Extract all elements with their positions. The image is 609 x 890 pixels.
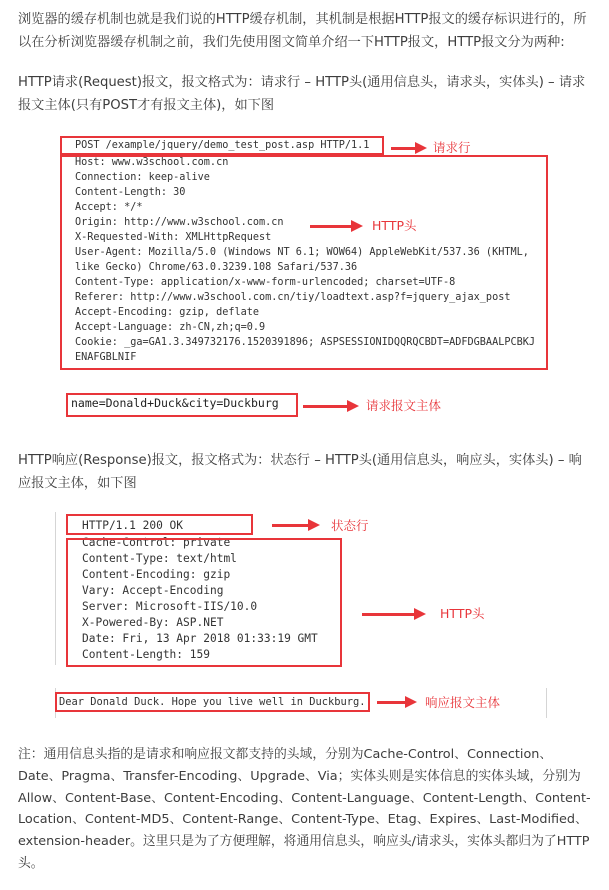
request-heading: HTTP请求(Request)报文，报文格式为：请求行 – HTTP头(通用信息头，请求头，实体头) – 请求报文主体(只有POST才有报文主体)，如下图 [18, 75, 586, 113]
request-headers-highlight [60, 155, 548, 370]
intro-paragraph: 浏览器的缓存机制也就是我们说的HTTP缓存机制，其机制是根据HTTP报文的缓存标识进行的，所以在分析浏览器缓存机制之前，我们先使用图文简单介绍一下HTTP报文，HTTP报文分为两种: [18, 12, 587, 50]
response-headers-highlight [66, 538, 342, 667]
request-header-line: Origin: http://www.w3school.com.cn [75, 217, 284, 228]
arrow-icon [272, 524, 312, 527]
request-header-line: X-Requested-With: XMLHttpRequest [75, 232, 272, 243]
response-header-line: X-Powered-By: ASP.NET [82, 616, 224, 629]
response-header-line: Vary: Accept-Encoding [82, 584, 224, 597]
status-line: HTTP/1.1 200 OK [82, 519, 184, 532]
response-body-label: 响应报文主体 [425, 695, 501, 710]
request-header-line: Content-Type: application/x-www-form-urlencoded; charset=UTF-8 [75, 277, 456, 288]
request-header-line: Accept-Encoding: gzip, deflate [75, 307, 260, 318]
response-body-highlight [55, 692, 370, 712]
arrow-icon [391, 147, 419, 150]
screenshot-border [55, 512, 56, 665]
status-line-label: 状态行 [331, 518, 369, 533]
request-header-line: ENAFGBLNIF [75, 352, 137, 363]
request-header-line: Content-Length: 30 [75, 187, 186, 198]
request-header-line: Accept: */* [75, 202, 143, 213]
request-line-label: 请求行 [433, 140, 471, 155]
request-header-line: Connection: keep-alive [75, 172, 210, 183]
arrow-icon [377, 701, 409, 704]
request-header-line: Cookie: _ga=GA1.3.349732176.1520391896; ASPSESSIONIDQQRQCBDT=ADFDGBAALPCBKJ [75, 337, 536, 348]
request-header-line: Referer: http://www.w3school.com.cn/tiy/loadtext.asp?f=jquery_ajax_post [75, 292, 511, 303]
request-line-highlight [60, 136, 384, 155]
request-body: name=Donald+Duck&city=Duckburg [71, 396, 279, 410]
request-header-line: Host: www.w3school.com.cn [75, 157, 229, 168]
response-header-line: Server: Microsoft-IIS/10.0 [82, 600, 258, 613]
response-header-line: Date: Fri, 13 Apr 2018 01:33:19 GMT [82, 632, 318, 645]
request-line: POST /example/jquery/demo_test_post.asp HTTP/1.1 [75, 140, 370, 151]
response-body: Dear Donald Duck. Hope you live well in Duckburg. [59, 696, 366, 708]
response-headers-label: HTTP头 [440, 606, 485, 621]
request-headers-label: HTTP头 [372, 218, 417, 233]
request-header-line: Accept-Language: zh-CN,zh;q=0.9 [75, 322, 266, 333]
arrow-icon [310, 225, 355, 228]
response-header-line: Content-Length: 159 [82, 648, 210, 661]
request-header-line: User-Agent: Mozilla/5.0 (Windows NT 6.1; WOW64) AppleWebKit/537.36 (KHTML, [75, 247, 529, 258]
request-body-label: 请求报文主体 [366, 398, 442, 413]
status-line-highlight [66, 514, 253, 535]
note-paragraph: 注：通用信息头指的是请求和响应报文都支持的头域，分别为Cache-Control、Connection、Date、Pragma、Transfer-Encoding、Upgrade、Via；实体头则是实体信息的实体头域，分别为Allow、Content-Base、Content-Encoding、Content-Language、Content-Length、Content-Location、Content-MD5、Content-Range、Content-Type、Etag、Expires、Last-Modified、extension-header。这里只是为了方便理解，将通用信息头，响应头/请求头，实体头都归为了HTTP头。 [18, 747, 591, 871]
request-header-line: like Gecko) Chrome/63.0.3239.108 Safari/537.36 [75, 262, 358, 273]
request-body-highlight [66, 393, 298, 417]
arrow-icon [303, 405, 351, 408]
screenshot-border [546, 688, 547, 718]
response-header-line: Cache-Control: private [82, 536, 231, 549]
arrow-icon [362, 613, 418, 616]
response-header-line: Content-Type: text/html [82, 552, 237, 565]
response-heading: HTTP响应(Response)报文，报文格式为：状态行 – HTTP头(通用信息头，响应头，实体头) – 响应报文主体，如下图 [18, 453, 582, 491]
response-header-line: Content-Encoding: gzip [82, 568, 231, 581]
